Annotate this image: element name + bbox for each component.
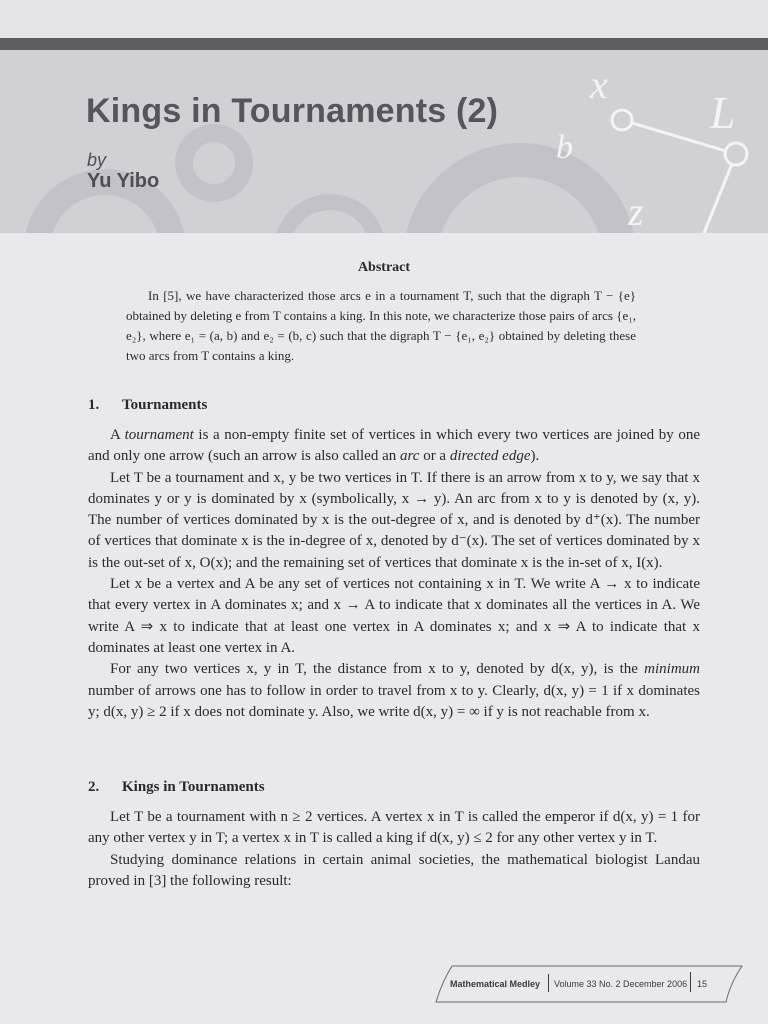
section-heading-kings <box>88 779 265 796</box>
abstract-text: In [5], we have characterized those arcs e in a tournament T, such that the digraph T − {e} obtained by deleting e from T contains a king. In this note, we characterize those pairs of arcs {e₁, e₂}, where e₁ = (a, b) and e₂ = (b, c) such that the digraph T − {e₁, e₂} obtained by deleting these two arcs from T contains a king. <box>126 288 636 363</box>
title-banner <box>0 50 768 233</box>
page-number: 15 <box>697 979 708 989</box>
paragraph: For any two vertices x, y in T, the distance from x to y, denoted by d(x, y), is the minimum number of arrows one has to follow in order to travel from x to y. Clearly, d(x, y) = 1 if x dominates y; d(x, y) ≥ 2 if x does not dominate y. Also, we write d(x, y) = ∞ if y is not reachable from x. <box>88 661 700 720</box>
section-title: Tournaments <box>122 397 208 413</box>
footer-journal: Mathematical Medley <box>450 979 541 989</box>
decor-letter-z: z <box>628 189 644 233</box>
decor-node <box>612 110 632 130</box>
page-title: Kings in Tournaments (2) <box>86 92 499 130</box>
section-heading-tournaments <box>88 397 207 414</box>
abstract-body <box>126 286 636 366</box>
paragraph: Let x be a vertex and A be any set of vertices not containing x in T. We write A → x to indicate that every vertex in A dominates x; and x → A to indicate that x dominates all the vertices in A. We write A ⇒ x to indicate that at least one vertex in A dominates x; and x ⇒ A to indicate that x dominates at least one vertex in A. <box>88 576 700 656</box>
top-strip <box>0 0 768 38</box>
paragraph: Studying dominance relations in certain animal societies, the mathematical biologist Landau proved in [3] the following result: <box>88 851 700 889</box>
section-kings-body <box>88 807 700 892</box>
section-number: 2. <box>88 779 100 795</box>
decor-letter-b: b <box>556 129 573 166</box>
section-tournaments-body <box>88 425 700 723</box>
footer-divider <box>548 974 549 992</box>
abstract-heading: Abstract <box>357 260 411 275</box>
decor-ring-right <box>420 160 620 233</box>
decor-letter-x: x <box>590 62 608 107</box>
paragraph: Let T be a tournament and x, y be two vertices in T. If there is an arrow from x to y, we say that x dominates y or y is dominated by x (symbolically, x → y). An arc from x to y is denoted by (x, y). The number of vertices dominated by x is the out-degree of x, and is denoted by d⁺(x). The number of vertices that dominate x is the in-degree of x, denoted by d⁻(x). The set of vertices dominated by x is the out-set of x, O(x); and the remaining set of vertices that dominate x is the in-set of x, I(x). <box>88 469 700 571</box>
paragraph: A tournament is a non-empty finite set of vertices in which every two vertices are joined by one and only one arrow (such an arrow is also called an arc or a directed edge). <box>88 427 700 465</box>
top-bar <box>0 38 768 50</box>
page-footer <box>430 962 748 1006</box>
section-number: 1. <box>88 397 100 413</box>
footer-volume: Volume 33 No. 2 December 2006 <box>554 979 688 989</box>
term-arc: arc <box>399 448 420 465</box>
section-title: Kings in Tournaments <box>122 779 265 795</box>
byline-label: by <box>87 150 107 170</box>
author-name: Yu Yibo <box>87 170 160 192</box>
paragraph: Let T be a tournament with n ≥ 2 vertices. A vertex x in T is called the emperor if d(x, y) = 1 for any other vertex y in T; a vertex x in T is called a king if d(x, y) ≤ 2 for any other vertex y in T. <box>88 809 700 847</box>
decor-letter-l: L <box>710 87 736 138</box>
term-tournament: tournament <box>124 427 194 443</box>
decor-line <box>704 154 736 233</box>
decor-ring-small <box>184 133 244 193</box>
decor-node <box>725 143 747 165</box>
term-directed-edge: directed edge <box>449 448 531 465</box>
decor-ring-mid <box>282 202 378 233</box>
banner-decoration <box>0 50 768 233</box>
footer-divider <box>690 972 691 992</box>
term-minimum: minimum <box>644 661 700 678</box>
